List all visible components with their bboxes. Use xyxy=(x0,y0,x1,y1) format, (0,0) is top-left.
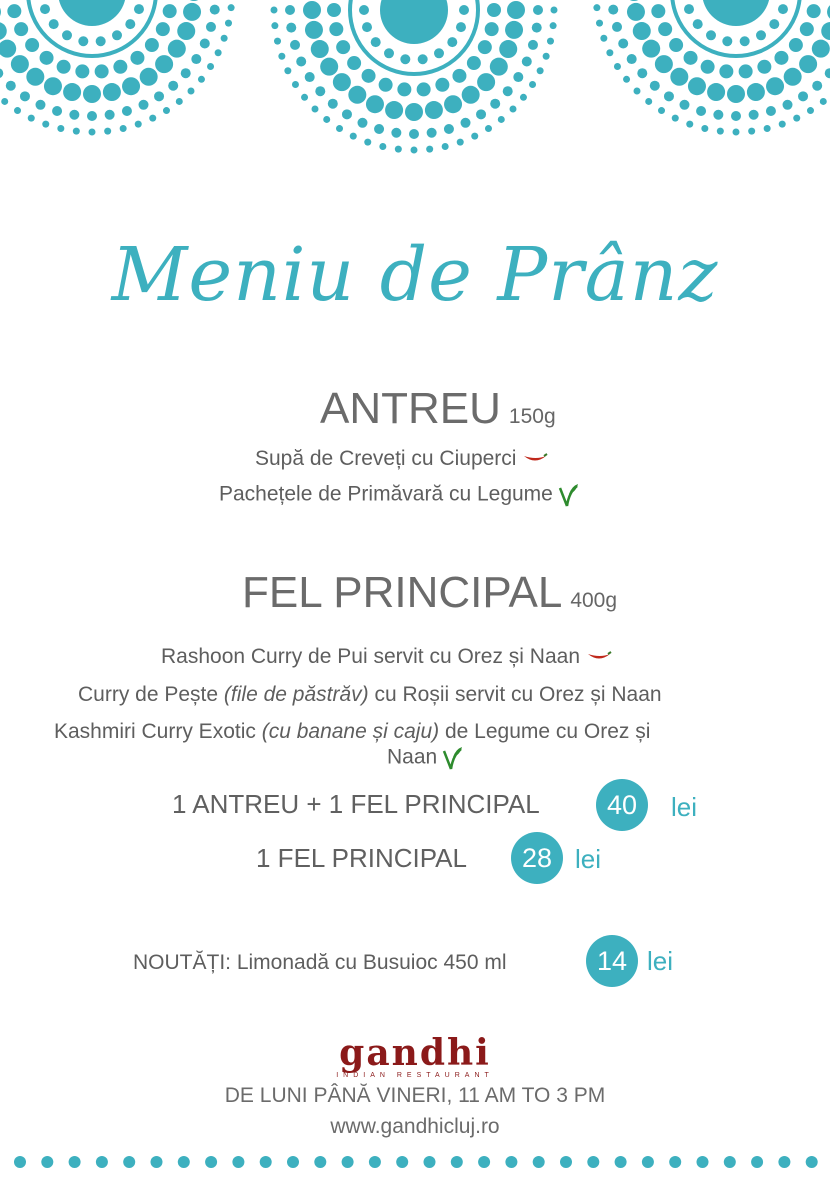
logo-wordmark: gandhi xyxy=(339,1032,491,1074)
main-item-3-italic: (cu banane și caju) xyxy=(261,720,440,743)
main-item-2-pre: Curry de Pește xyxy=(78,683,224,706)
offer-combo-currency: lei xyxy=(671,792,698,822)
antreu-item-2-text: Pachețele de Primăvară cu Legume xyxy=(219,482,553,506)
gandhi-logo xyxy=(0,1034,830,1079)
news-price: 14 xyxy=(586,935,638,987)
menu-title: Meniu de Prânz xyxy=(111,232,719,318)
offer-combo-label: 1 ANTREU + 1 FEL PRINCIPAL xyxy=(172,789,540,819)
main-item-1 xyxy=(161,645,612,669)
antreu-item-1 xyxy=(255,447,548,471)
schedule-text: DE LUNI PÂNĂ VINERI, 11 AM TO 3 PM xyxy=(224,1084,606,1107)
news-label: NOUTĂȚI: Limonadă cu Busuioc 450 ml xyxy=(133,951,507,974)
offer-main-label: 1 FEL PRINCIPAL xyxy=(256,843,467,873)
offer-combo-price: 40 xyxy=(596,779,648,831)
antreu-item-2 xyxy=(219,482,579,508)
main-item-2 xyxy=(78,683,662,707)
main-item-3-line2-text: Naan xyxy=(387,745,438,769)
main-item-3-post: de Legume cu Orez și xyxy=(439,720,651,743)
dotted-border xyxy=(0,1150,830,1174)
antreu-item-1-text: Supă de Creveți cu Ciuperci xyxy=(255,447,517,470)
antreu-heading xyxy=(320,384,556,434)
website-link[interactable]: www.gandhicluj.ro xyxy=(330,1115,500,1138)
fel-principal-weight: 400g xyxy=(570,589,618,612)
fel-principal-heading xyxy=(242,568,617,618)
fel-principal-heading-text: FEL PRINCIPAL xyxy=(242,568,563,617)
main-item-2-post: cu Roșii servit cu Orez și Naan xyxy=(368,683,662,706)
vegetarian-leaf-icon xyxy=(557,482,579,508)
main-item-3 xyxy=(54,720,650,744)
antreu-weight: 150g xyxy=(508,405,556,428)
chili-icon xyxy=(522,453,548,465)
logo-subtitle: INDIAN RESTAURANT xyxy=(336,1072,494,1079)
main-item-2-italic: (file de păstrăv) xyxy=(223,683,369,706)
main-item-3-pre: Kashmiri Curry Exotic xyxy=(54,720,262,743)
news-currency: lei xyxy=(647,946,674,976)
chili-icon xyxy=(586,651,612,663)
mandala-decoration xyxy=(0,0,830,180)
main-item-3-line2 xyxy=(387,745,463,771)
offer-main-price: 28 xyxy=(511,832,563,884)
offer-main-currency: lei xyxy=(575,844,602,874)
main-item-1-text: Rashoon Curry de Pui servit cu Orez și Naan xyxy=(161,645,581,668)
vegetarian-leaf-icon xyxy=(441,745,463,771)
antreu-heading-text: ANTREU xyxy=(320,384,501,433)
